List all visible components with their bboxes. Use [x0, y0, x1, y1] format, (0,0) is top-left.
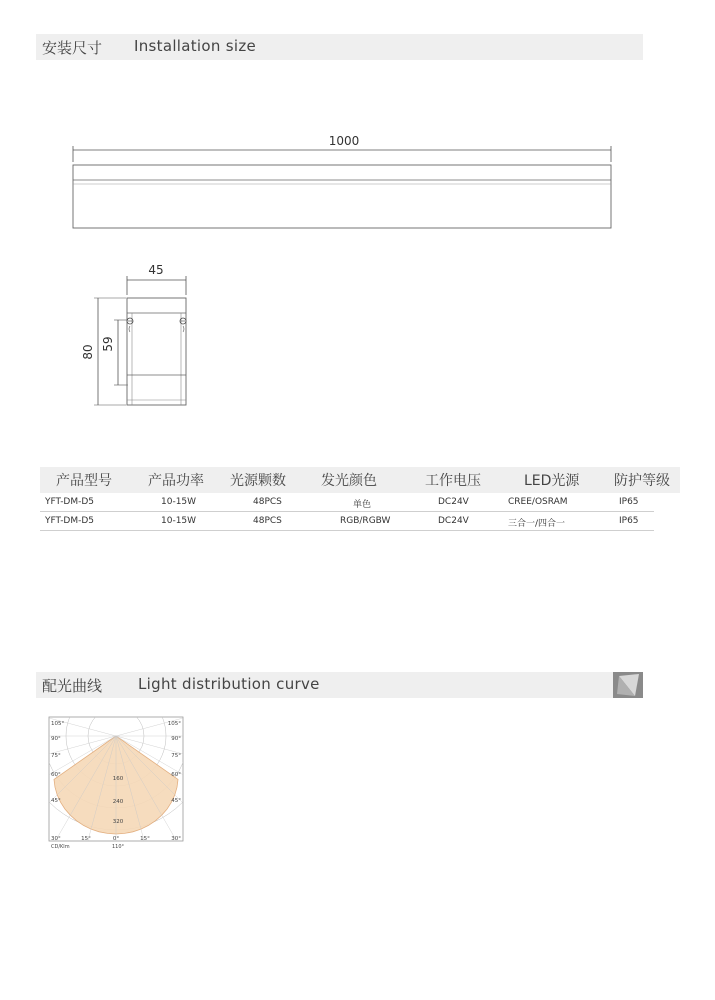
- light-distribution-chart: [48, 716, 188, 848]
- cross-section-drawing: [70, 255, 270, 435]
- cell-power: 10-15W: [161, 516, 197, 526]
- inner-height-dimension-label: 59: [101, 336, 115, 352]
- width-dimension-label: 45: [148, 263, 164, 277]
- header-voltage: 工作电压: [425, 473, 481, 489]
- header-led-count: 光源颗数: [230, 473, 286, 489]
- angle-label-left-75: 75°: [51, 753, 61, 759]
- cell-ip-rating: IP65: [619, 516, 639, 526]
- header-ip-rating: 防护等级: [614, 473, 670, 489]
- cell-model: YFT-DM-D5: [45, 516, 95, 526]
- cell-light-color: RGB/RGBW: [340, 516, 391, 526]
- light-distribution-header: [36, 672, 643, 698]
- cell-power: 10-15W: [161, 497, 197, 507]
- angle-label-right-90: 90°: [171, 736, 181, 742]
- cell-led-count: 48PCS: [253, 497, 282, 507]
- cell-led-source: CREE/OSRAM: [508, 497, 568, 507]
- section-title-en: Installation size: [134, 37, 257, 55]
- length-drawing: [0, 0, 715, 240]
- header-light-color: 发光颜色: [321, 473, 377, 489]
- section-title-zh: 安装尺寸: [42, 39, 103, 57]
- length-dimension-label: 1000: [328, 134, 360, 148]
- cell-model: YFT-DM-D5: [45, 497, 95, 507]
- angle-label-right-45: 45°: [171, 798, 181, 804]
- cell-led-source: 三合一/四合一: [508, 519, 566, 529]
- spec-table: [40, 467, 680, 531]
- header-power: 产品功率: [148, 473, 204, 489]
- angle-label-right-105: 105°: [167, 721, 181, 727]
- angle-label-left-90: 90°: [51, 736, 61, 742]
- angle-label-right-60: 60°: [171, 772, 181, 778]
- header-model: 产品型号: [56, 473, 112, 489]
- total-height-dimension-label: 80: [81, 344, 95, 360]
- cell-led-count: 48PCS: [253, 516, 282, 526]
- angle-label-left-30: 30°: [51, 836, 61, 842]
- cell-voltage: DC24V: [438, 497, 469, 507]
- radial-label-160: 160: [112, 776, 124, 782]
- section-title-zh: 配光曲线: [42, 677, 103, 695]
- section-title-en: Light distribution curve: [138, 675, 320, 693]
- angle-label-right-30: 30°: [171, 836, 181, 842]
- bottom-label-left-15: 15°: [81, 836, 91, 842]
- radial-label-320: 320: [112, 819, 124, 825]
- unit-label: CD/Klm: [51, 844, 70, 850]
- beam-angle-label: 110°: [111, 844, 125, 850]
- angle-label-left-105: 105°: [51, 721, 65, 727]
- cell-light-color: 单色: [353, 500, 372, 510]
- table-row: [40, 512, 654, 531]
- radial-label-240: 240: [112, 799, 124, 805]
- angle-label-right-75: 75°: [171, 753, 181, 759]
- angle-label-left-60: 60°: [51, 772, 61, 778]
- spec-table-header: [40, 467, 680, 493]
- bottom-label-right-15: 15°: [140, 836, 150, 842]
- brand-logo-icon: [613, 672, 643, 698]
- bottom-label-0: 0°: [112, 836, 120, 842]
- header-led-source: LED光源: [524, 473, 580, 489]
- cell-ip-rating: IP65: [619, 497, 639, 507]
- angle-label-left-45: 45°: [51, 798, 61, 804]
- cell-voltage: DC24V: [438, 516, 469, 526]
- table-row: [40, 493, 654, 512]
